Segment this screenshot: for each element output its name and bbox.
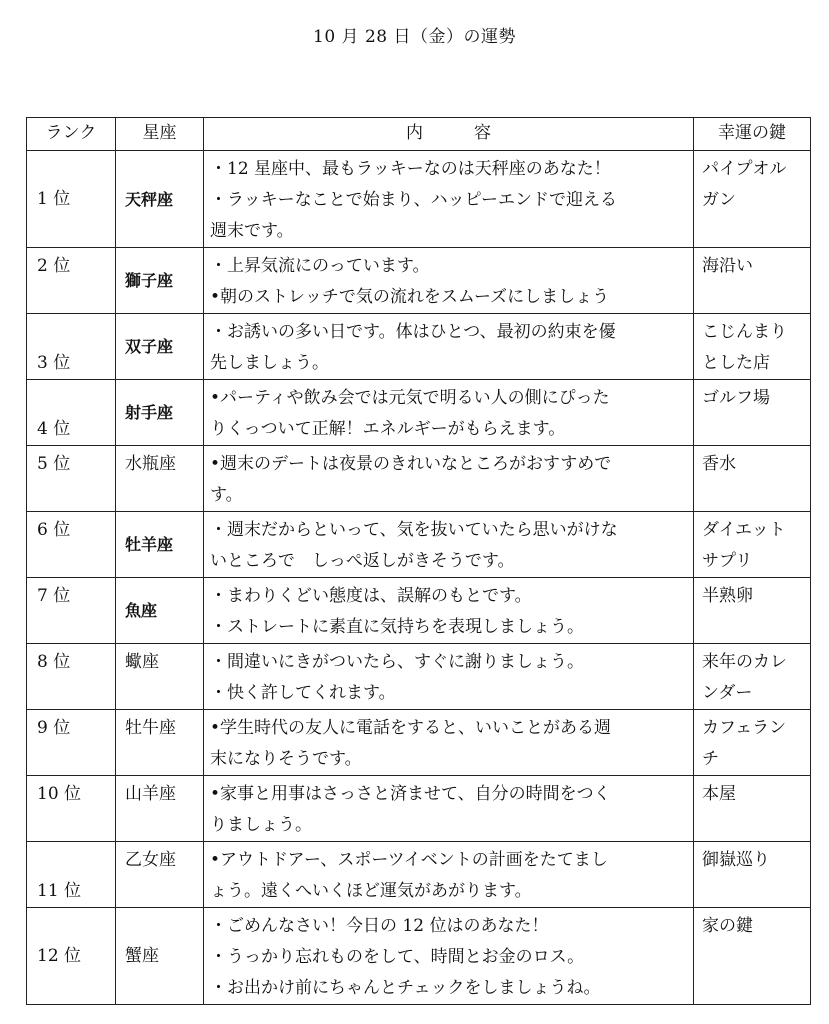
content-line: ・うっかり忘れものをして、時間とお金のロス。 bbox=[210, 947, 585, 967]
table-row bbox=[27, 446, 811, 512]
key-line: 海沿い bbox=[702, 256, 753, 276]
page-title: 10 月 28 日（金）の運勢 bbox=[313, 27, 516, 47]
key-line: 家の鍵 bbox=[702, 916, 753, 936]
content-line: ・まわりくどい態度は、誤解のもとです。 bbox=[210, 586, 532, 606]
content-line: ・12 星座中、最もラッキーなのは天秤座のあなた！ bbox=[210, 159, 611, 179]
content-line: ・お誘いの多い日です。体はひとつ、最初の約束を優 bbox=[210, 322, 616, 342]
content-cell bbox=[204, 512, 694, 578]
key-cell bbox=[694, 446, 811, 512]
content-cell bbox=[204, 151, 694, 248]
fortune-table bbox=[26, 117, 811, 1005]
table-row bbox=[27, 908, 811, 1005]
key-line: 御嶽巡り bbox=[702, 850, 770, 870]
content-line: ・ごめんなさい！今日の 12 位はのあなた！ bbox=[210, 916, 549, 936]
table-row bbox=[27, 314, 811, 380]
content-line: ・間違いにきがついたら、すぐに謝りましょう。 bbox=[210, 652, 584, 672]
table-row bbox=[27, 842, 811, 908]
key-line: ダイエット bbox=[702, 520, 786, 540]
sign-cell: 蠍座 bbox=[116, 644, 204, 710]
rank-cell: 10 位 bbox=[27, 776, 116, 842]
key-cell bbox=[694, 908, 811, 1005]
content-line: ・ラッキーなことで始まり、ハッピーエンドで迎える bbox=[210, 190, 617, 210]
content-line: •学生時代の友人に電話をすると、いいことがある週 bbox=[210, 718, 612, 738]
content-cell bbox=[204, 776, 694, 842]
content-line: •朝のストレッチで気の流れをスムーズにしましょう bbox=[210, 287, 610, 307]
content-line: •週末のデートは夜景のきれいなところがおすすめで bbox=[210, 454, 612, 474]
rank-cell: 7 位 bbox=[27, 578, 116, 644]
key-cell bbox=[694, 314, 811, 380]
rank-cell: 8 位 bbox=[27, 644, 116, 710]
key-line: 半熟卵 bbox=[702, 586, 753, 606]
content-line: ょう。遠くへいくほど運気があがります。 bbox=[210, 881, 532, 901]
content-line: ・お出かけ前にちゃんとチェックをしましょうね。 bbox=[210, 978, 601, 998]
rank-cell: 11 位 bbox=[27, 842, 116, 908]
content-line: 先しましょう。 bbox=[210, 353, 329, 373]
key-line: こじんまり bbox=[702, 322, 787, 342]
key-cell bbox=[694, 248, 811, 314]
table-row bbox=[27, 710, 811, 776]
content-cell bbox=[204, 578, 694, 644]
content-cell bbox=[204, 644, 694, 710]
content-line: ・快く許してくれます。 bbox=[210, 683, 396, 703]
key-line: とした店 bbox=[702, 353, 770, 373]
content-line: ・ストレートに素直に気持ちを表現しましょう。 bbox=[210, 617, 584, 637]
key-line: サプリ bbox=[702, 551, 753, 571]
sign-cell: 牡牛座 bbox=[116, 710, 204, 776]
key-line: ゴルフ場 bbox=[702, 388, 770, 408]
content-line: す。 bbox=[210, 485, 243, 505]
sign-cell: 天秤座 bbox=[116, 151, 204, 248]
header-row bbox=[27, 118, 811, 151]
content-cell bbox=[204, 380, 694, 446]
content-line: •家事と用事はさっさと済ませて、自分の時間をつく bbox=[210, 784, 611, 804]
content-line: いところで しっぺ返しがきそうです。 bbox=[210, 551, 515, 571]
sign-cell: 双子座 bbox=[116, 314, 204, 380]
content-line: りましょう。 bbox=[210, 815, 312, 835]
header-content: 内 容 bbox=[204, 118, 694, 151]
rank-cell: 6 位 bbox=[27, 512, 116, 578]
key-line: チ bbox=[702, 749, 719, 769]
table-row bbox=[27, 644, 811, 710]
key-line: カフェラン bbox=[702, 718, 787, 738]
content-line: 末になりそうです。 bbox=[210, 749, 362, 769]
content-line: ・週末だからといって、気を抜いていたら思いがけな bbox=[210, 520, 618, 540]
content-cell bbox=[204, 446, 694, 512]
header-rank: ランク bbox=[27, 118, 116, 151]
content-line: ・上昇気流にのっています。 bbox=[210, 256, 430, 276]
table-row bbox=[27, 776, 811, 842]
key-cell bbox=[694, 151, 811, 248]
sign-cell: 射手座 bbox=[116, 380, 204, 446]
rank-cell: 2 位 bbox=[27, 248, 116, 314]
key-line: ンダー bbox=[702, 683, 753, 703]
content-cell bbox=[204, 314, 694, 380]
key-cell bbox=[694, 644, 811, 710]
sign-cell: 乙女座 bbox=[116, 842, 204, 908]
header-key: 幸運の鍵 bbox=[694, 118, 811, 151]
key-line: 本屋 bbox=[702, 784, 736, 804]
key-cell bbox=[694, 512, 811, 578]
content-cell bbox=[204, 842, 694, 908]
content-cell bbox=[204, 248, 694, 314]
key-cell bbox=[694, 842, 811, 908]
key-cell bbox=[694, 710, 811, 776]
rank-cell: 12 位 bbox=[27, 908, 116, 1005]
rank-cell: 5 位 bbox=[27, 446, 116, 512]
key-cell bbox=[694, 380, 811, 446]
sign-cell: 魚座 bbox=[116, 578, 204, 644]
content-line: •アウトドアー、スポーツイベントの計画をたてまし bbox=[210, 850, 608, 870]
content-line: りくっついて正解！エネルギーがもらえます。 bbox=[210, 419, 566, 439]
key-line: 香水 bbox=[702, 454, 736, 474]
sign-cell: 牡羊座 bbox=[116, 512, 204, 578]
sign-cell: 蟹座 bbox=[116, 908, 204, 1005]
rank-cell: 9 位 bbox=[27, 710, 116, 776]
sign-cell: 獅子座 bbox=[116, 248, 204, 314]
content-cell bbox=[204, 908, 694, 1005]
sign-cell: 水瓶座 bbox=[116, 446, 204, 512]
key-cell bbox=[694, 776, 811, 842]
table-row bbox=[27, 380, 811, 446]
key-line: ガン bbox=[702, 190, 736, 210]
content-line: 週末です。 bbox=[210, 221, 294, 241]
key-cell bbox=[694, 578, 811, 644]
rank-cell: 4 位 bbox=[27, 380, 116, 446]
table-row bbox=[27, 151, 811, 248]
content-cell bbox=[204, 710, 694, 776]
header-sign: 星座 bbox=[116, 118, 204, 151]
key-line: パイプオル bbox=[702, 159, 787, 179]
table-row bbox=[27, 578, 811, 644]
rank-cell: 1 位 bbox=[27, 151, 116, 248]
content-line: •パーティや飲み会では元気で明るい人の側にぴった bbox=[210, 388, 610, 408]
sign-cell: 山羊座 bbox=[116, 776, 204, 842]
key-line: 来年のカレ bbox=[702, 652, 787, 672]
rank-cell: 3 位 bbox=[27, 314, 116, 380]
table-row bbox=[27, 512, 811, 578]
table-row bbox=[27, 248, 811, 314]
